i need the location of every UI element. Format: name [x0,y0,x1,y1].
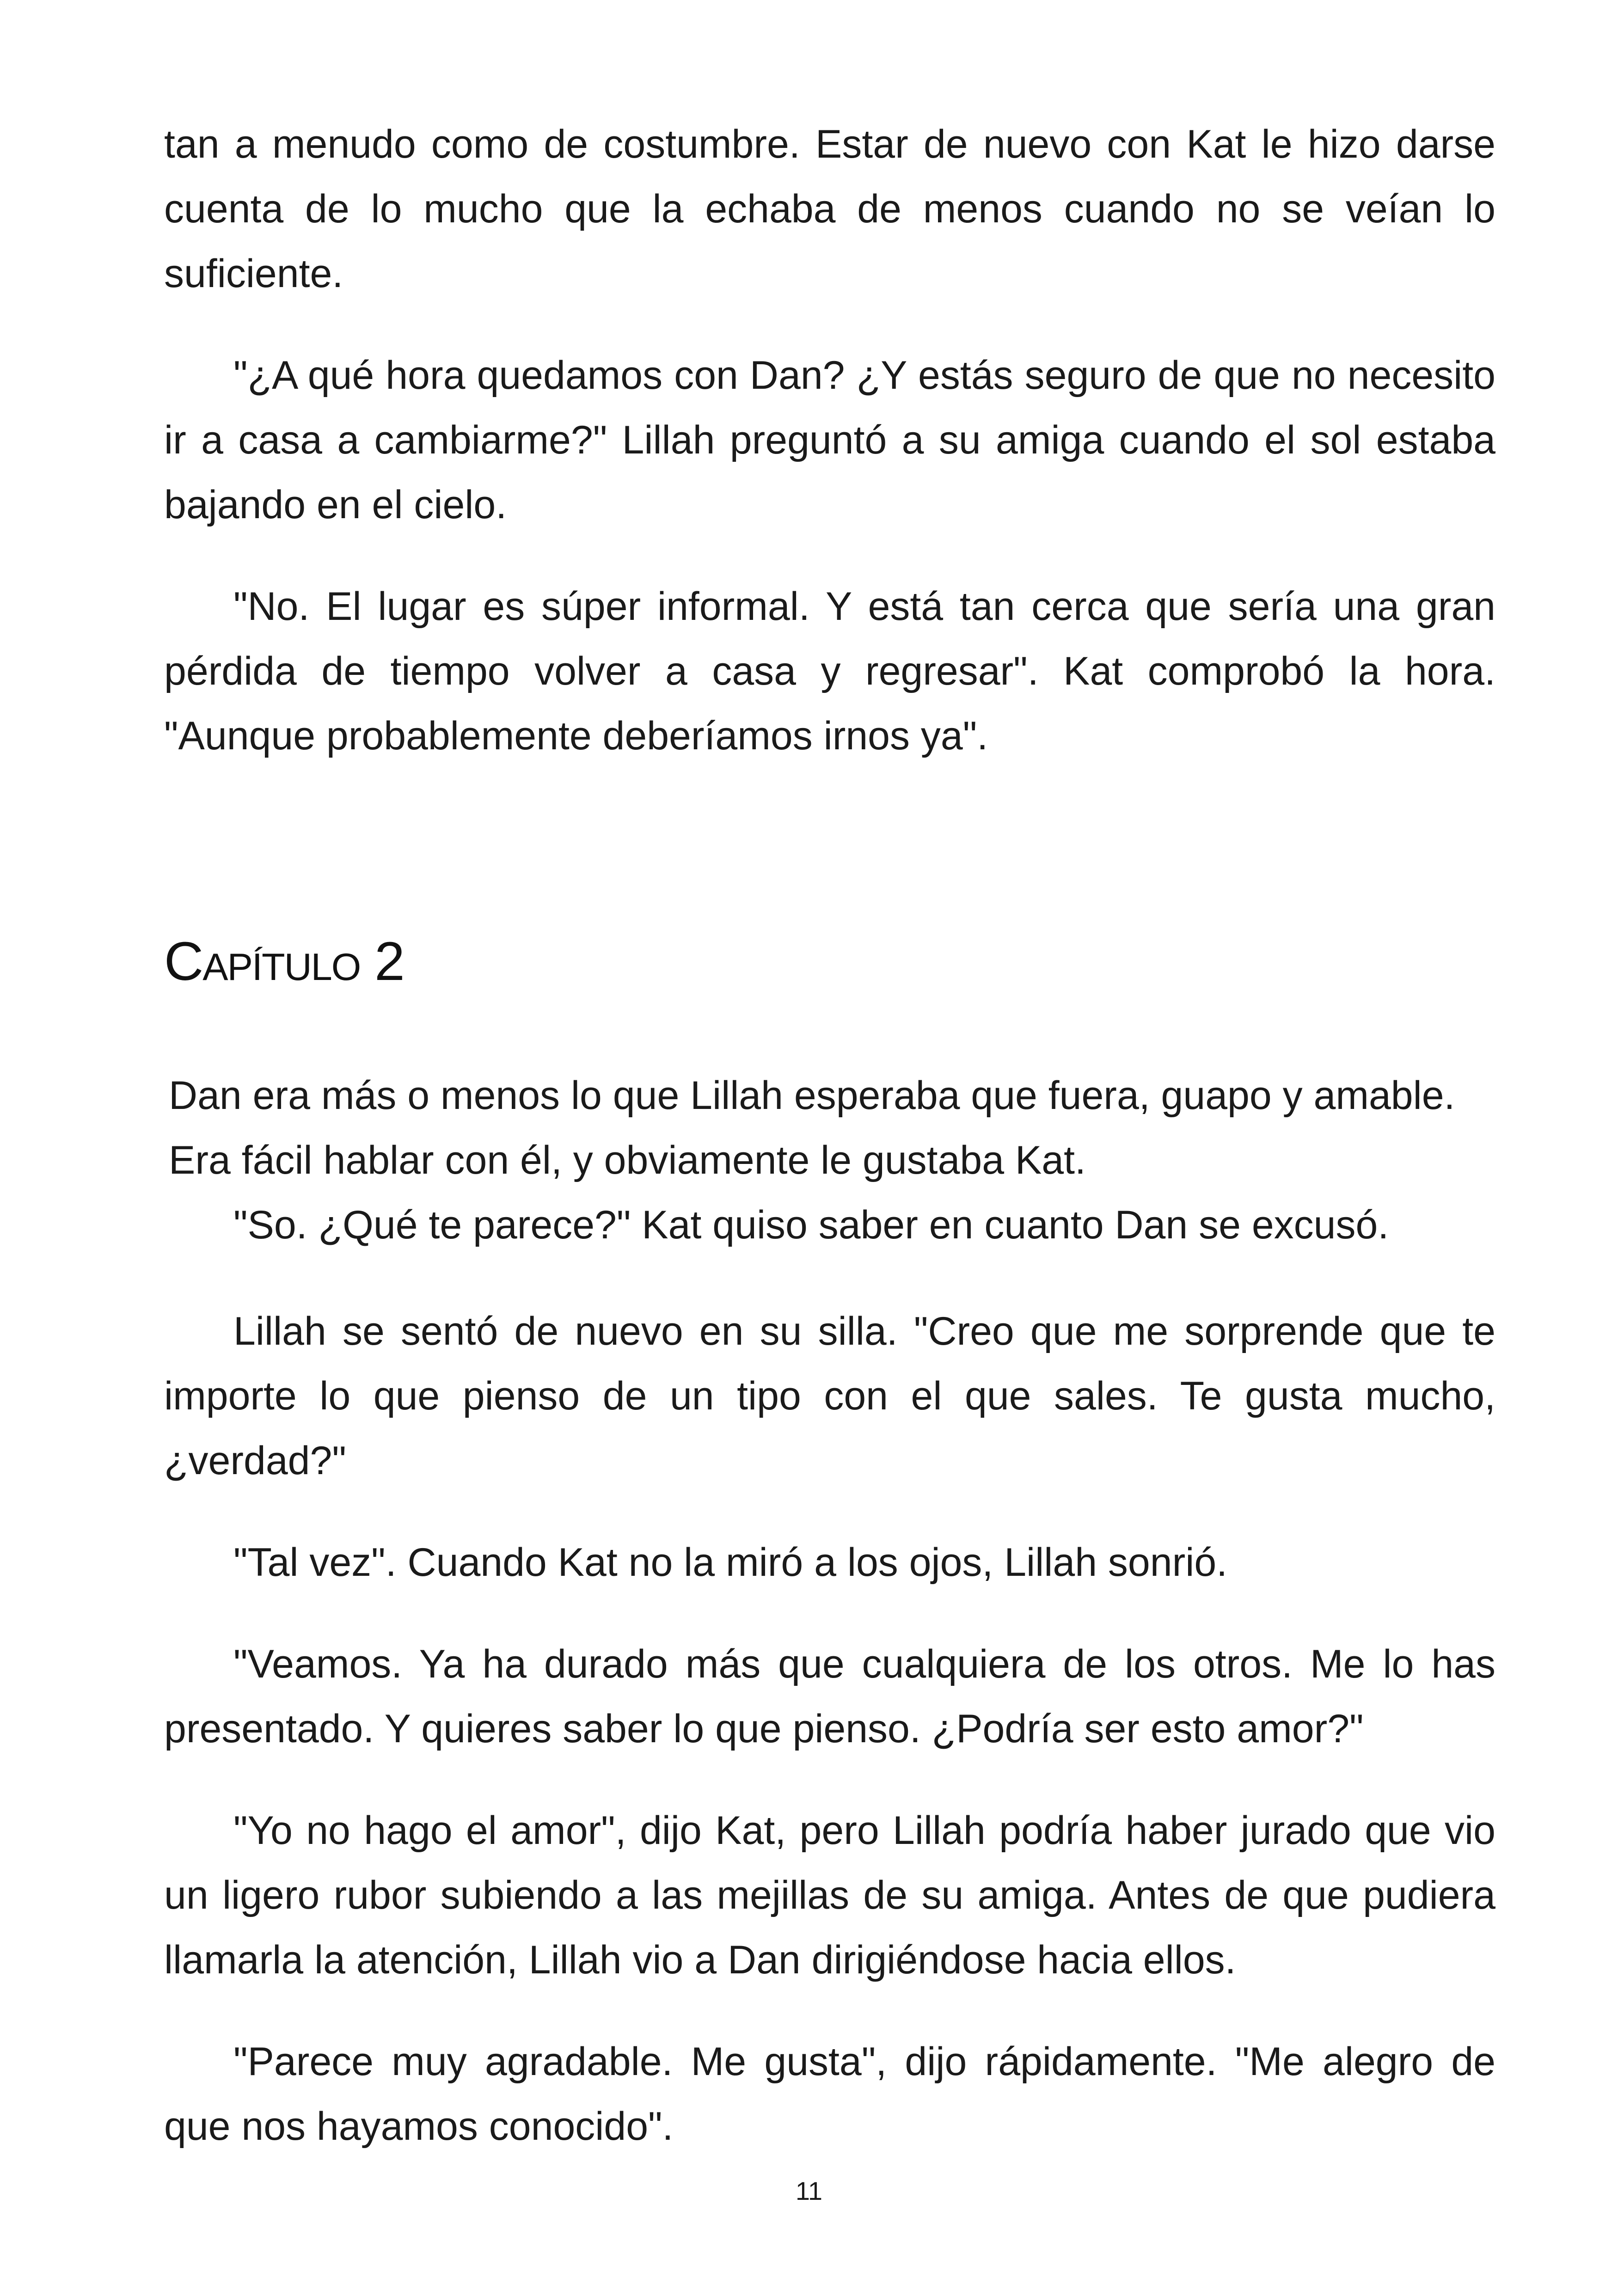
paragraph-parece: "Parece muy agradable. Me gusta", dijo rápidamente. "Me alegro de que nos hayamos conocido". [164,2039,1495,2149]
paragraph-continuation: tan a menudo como de costumbre. Estar de nuevo con Kat le hizo darse cuenta de lo mucho que la echaba de menos cuando no se veían lo suficiente. [164,122,1495,296]
paragraph-yo-no-hago: "Yo no hago el amor", dijo Kat, pero Lillah podría haber jurado que vio un ligero rubor subiendo a las mejillas de su amiga. Antes de que pudiera llamarla la atención, Lillah vio a Dan dirigiéndose hacia ellos. [164,1808,1495,1982]
paragraph-veamos: "Veamos. Ya ha durado más que cualquiera de los otros. Me lo has presentado. Y quieres saber lo que pienso. ¿Podría ser esto amor?" [164,1642,1495,1751]
chapter-title: Capítulo 2 [164,931,404,992]
page-number: 11 [795,2176,823,2205]
paragraph-question: "¿A qué hora quedamos con Dan? ¿Y estás seguro de que no necesito ir a casa a cambiarme?" Lillah preguntó a su amiga cuando el sol estaba bajando en el cielo. [164,353,1495,527]
paragraph-chapter-start-line2: Era fácil hablar con él, y obviamente le gustaba Kat. [169,1138,1086,1182]
paragraph-kat-question: "So. ¿Qué te parece?" Kat quiso saber en cuanto Dan se excusó. [233,1203,1389,1247]
paragraph-reply: "No. El lugar es súper informal. Y está tan cerca que sería una gran pérdida de tiempo volver a casa y regresar". Kat comprobó la hora. "Aunque probablemente deberíamos irnos ya". [164,584,1495,758]
paragraph-chapter-start-line1: Dan era más o menos lo que Lillah esperaba que fuera, guapo y amable. [169,1073,1455,1118]
paragraph-lillah-response: Lillah se sentó de nuevo en su silla. "Creo que me sorprende que te importe lo que pienso de un tipo con el que sales. Te gusta mucho, ¿verdad?" [164,1309,1495,1483]
paragraph-tal-vez: "Tal vez". Cuando Kat no la miró a los ojos, Lillah sonrió. [233,1540,1228,1585]
